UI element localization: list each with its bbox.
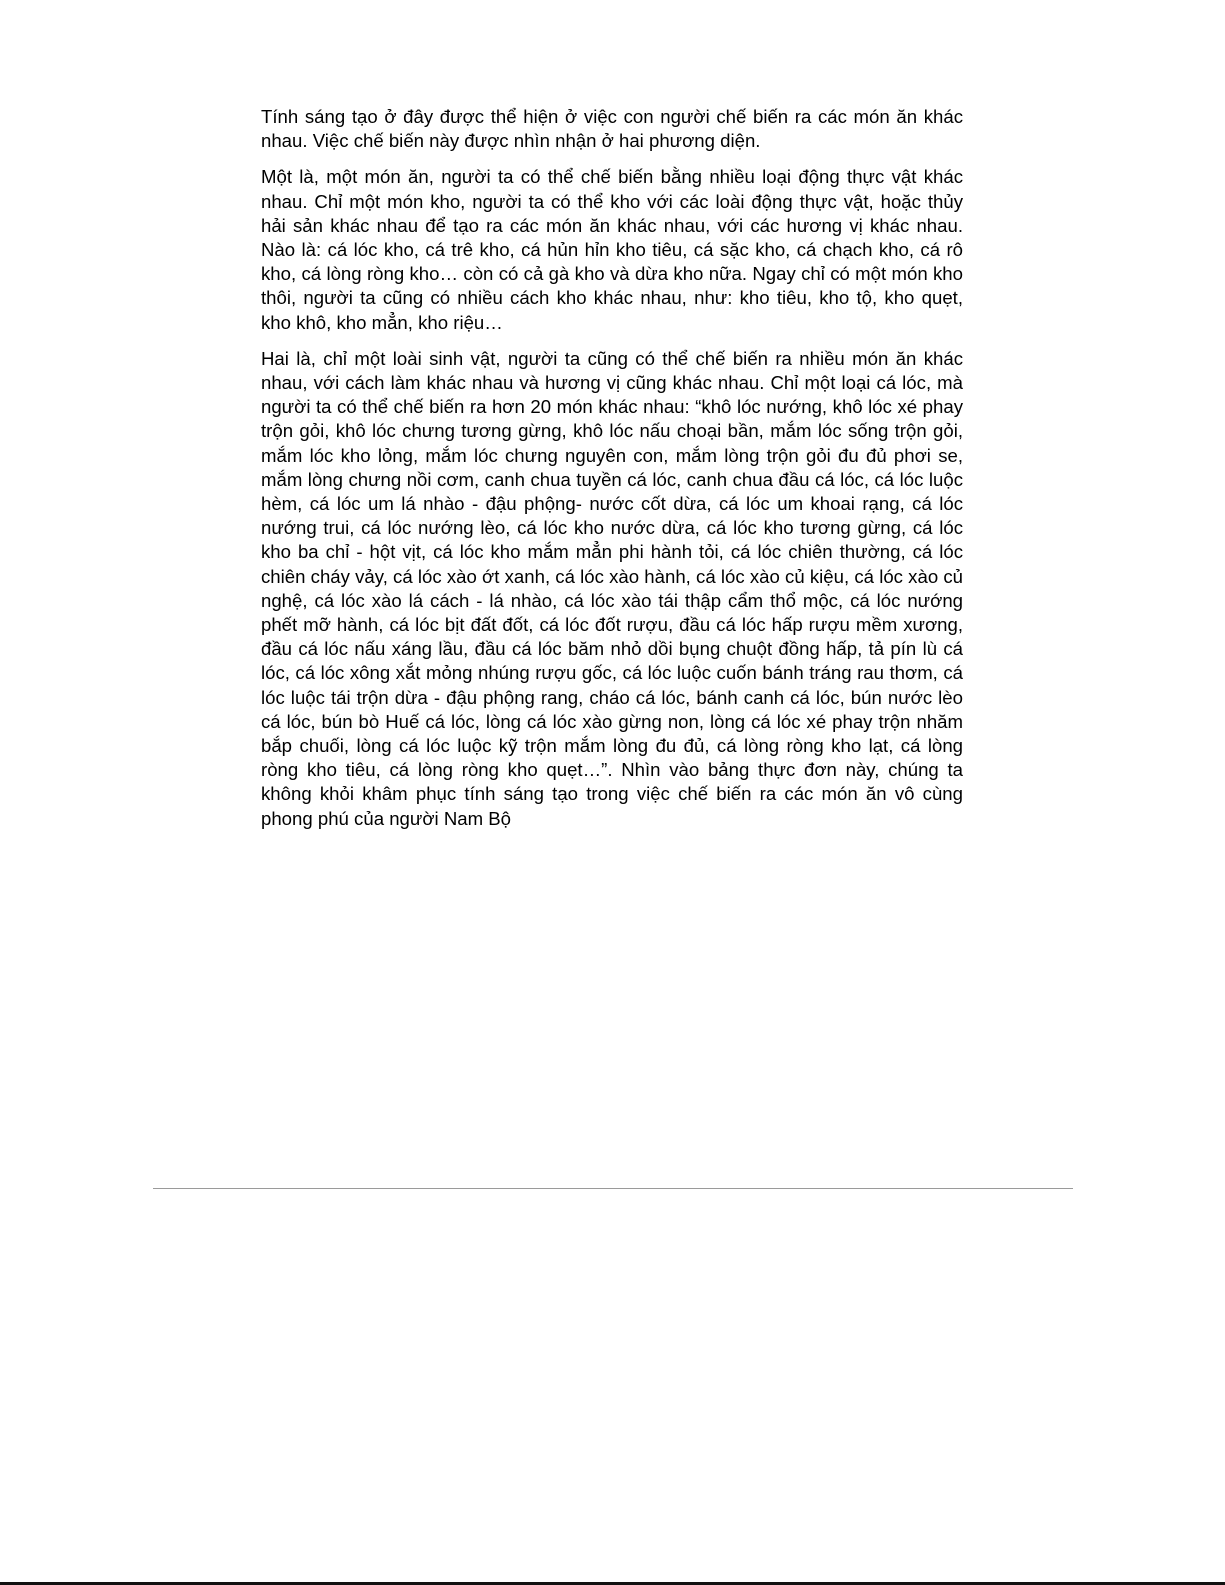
paragraph-first-aspect: Một là, một món ăn, người ta có thể chế biến bằng nhiều loại động thực vật khác nhau. Chỉ một món kho, người ta có thể kho với các loài động thực vật, hoặc thủy hải sản khác nhau để tạo ra các món ăn khác nhau, với các hương vị khác nhau. Nào là: cá lóc kho, cá trê kho, cá hủn hỉn kho tiêu, cá sặc kho, cá chạch kho, cá rô kho, cá lòng ròng kho… còn có cả gà kho và dừa kho nữa. Ngay chỉ có một món kho thôi, người ta cũng có nhiều cách kho khác nhau, như: kho tiêu, kho tộ, kho quẹt, kho khô, kho mẳn, kho riệu… — [261, 166, 963, 333]
page-separator-line — [153, 1188, 1073, 1189]
paragraph-second-aspect: Hai là, chỉ một loài sinh vật, người ta cũng có thể chế biến ra nhiều món ăn khác nhau, với cách làm khác nhau và hương vị cũng khác nhau. Chỉ một loại cá lóc, mà người ta có thể chế biến ra hơn 20 món khác nhau: “khô lóc nướng, khô lóc xé phay trộn gỏi, khô lóc chưng tương gừng, khô lóc nấu choại bần, mắm lóc sống trộn gỏi, mắm lóc kho lỏng, mắm lóc chưng nguyên con, mắm lòng trộn gỏi đu đủ phơi se, mắm lòng chưng nồi cơm, canh chua tuyền cá lóc, canh chua đầu cá lóc, cá lóc luộc hèm, cá lóc um lá nhào - đậu phộng- nước cốt dừa, cá lóc um khoai rạng, cá lóc nướng trui, cá lóc nướng lèo, cá lóc kho nước dừa, cá lóc kho tương gừng, cá lóc kho ba chỉ - hột vịt, cá lóc kho mắm mẳn phi hành tỏi, cá lóc chiên thường, cá lóc chiên cháy vảy, cá lóc xào ớt xanh, cá lóc xào hành, cá lóc xào củ kiệu, cá lóc xào củ nghệ, cá lóc xào lá cách - lá nhào, cá lóc xào tái thập cẩm thổ mộc, cá lóc nướng phết mỡ hành, cá lóc bịt đất đốt, cá lóc đốt rượu, đầu cá lóc hấp rượu mềm xương, đầu cá lóc nấu xáng lầu, đầu cá lóc băm nhỏ dồi bụng chuột đồng hấp, tả pín lù cá lóc, cá lóc xông xắt mỏng nhúng rượu gốc, cá lóc luộc cuốn bánh tráng rau thơm, cá lóc luộc tái trộn dừa - đậu phộng rang, cháo cá lóc, bánh canh cá lóc, bún nước lèo cá lóc, bún bò Huế cá lóc, lòng cá lóc xào gừng non, lòng cá lóc xé phay trộn nhăm bắp chuối, lòng cá lóc luộc kỹ trộn mắm lòng đu đủ, cá lòng ròng kho lạt, cá lòng ròng kho tiêu, cá lòng ròng kho quẹt…”. Nhìn vào bảng thực đơn này, chúng ta không khỏi khâm phục tính sáng tạo trong việc chế biến ra các món ăn vô cùng phong phú của người Nam Bộ — [261, 347, 963, 829]
paragraph-intro: Tính sáng tạo ở đây được thể hiện ở việc con người chế biến ra các món ăn khác nhau. Việc chế biến này được nhìn nhận ở hai phương diện. — [261, 106, 963, 152]
page-body — [261, 105, 963, 843]
